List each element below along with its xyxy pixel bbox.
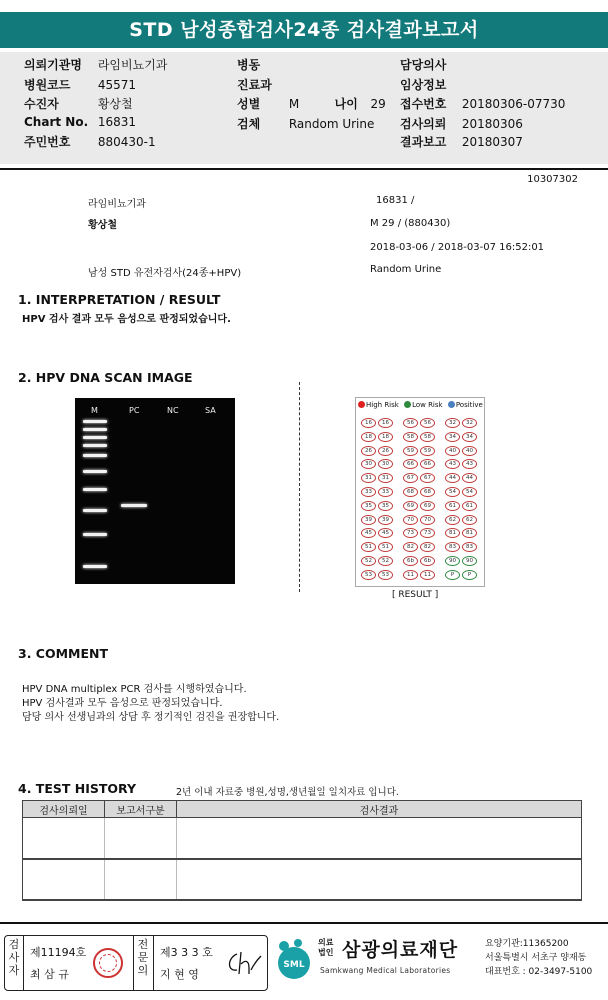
comment-line: HPV 검사결과 모두 음성으로 판정되었습니다. [22, 698, 223, 709]
signature-box [4, 935, 268, 991]
clinical-row: 임상정보 [400, 78, 447, 92]
hpv-type-chip: 58 [403, 432, 418, 442]
hpv-type-chip: 61 [445, 501, 460, 511]
hpv-type-chip: 34 [462, 432, 477, 442]
hpv-type-chip: 66 [420, 459, 435, 469]
hpv-type-chip: 53 [361, 570, 376, 580]
specialist-name: 지 현 영 [160, 968, 199, 981]
hpv-type-chip: 81 [462, 528, 477, 538]
summary-institution: 라임비뇨기과 [88, 199, 146, 210]
hpv-type-chip: 69 [420, 501, 435, 511]
hpv-type-chip: 33 [361, 487, 376, 497]
hpv-type-chip: 44 [462, 473, 477, 483]
hpv-type-chip: 16 [378, 418, 393, 428]
hpv-type-chip: 18 [361, 432, 376, 442]
gel-electrophoresis-image [75, 398, 235, 584]
dept-row: 진료과 [237, 78, 272, 92]
hpv-type-chip: 53 [378, 570, 393, 580]
ladder-band [83, 488, 107, 491]
hpv-type-chip: 33 [378, 487, 393, 497]
ladder-band [83, 436, 107, 439]
hpv-type-chip: 73 [403, 528, 418, 538]
table-row [23, 859, 582, 900]
hpv-type-chip: 39 [361, 515, 376, 525]
lane-label-nc: NC [167, 406, 179, 415]
specimen-row: 검체 Random Urine [237, 117, 375, 131]
hpv-type-chip: 59 [420, 446, 435, 456]
hpv-type-chip: 62 [445, 515, 460, 525]
summary-chart: 16831 / [376, 195, 415, 206]
comment-line: 담당 의사 선생님과의 상담 후 정기적인 검진을 권장합니다. [22, 712, 280, 723]
high-risk-dot-icon [358, 401, 365, 408]
hpv-type-chip: 34 [445, 432, 460, 442]
examiner-vertical-label: 검 사 자 [8, 938, 20, 977]
report-row: 결과보고 20180307 [400, 135, 523, 149]
summary-specimen: Random Urine [370, 264, 442, 275]
hpv-type-chip: 70 [403, 515, 418, 525]
history-header-type: 보고서구분 [105, 801, 177, 818]
institution-row: 의뢰기관명 라임비뇨기과 [24, 58, 168, 72]
hpv-type-chip: 45 [378, 528, 393, 538]
examiner-license-no: 제11194호 [30, 946, 87, 959]
hpv-type-chip: 69 [403, 501, 418, 511]
low-risk-dot-icon [404, 401, 411, 408]
hpv-type-chip: 90 [445, 556, 460, 566]
hpv-type-chip: 35 [378, 501, 393, 511]
sex-age-row: 성별 M 나이 29 [237, 97, 386, 111]
hpv-type-chip: 51 [378, 542, 393, 552]
hpv-result-panel [355, 397, 485, 587]
hpv-type-chip: 52 [361, 556, 376, 566]
hpv-type-chip: 83 [445, 542, 460, 552]
hpv-type-chip: 45 [361, 528, 376, 538]
receipt-row: 접수번호 20180306-07730 [400, 97, 566, 111]
summary-patient: 황상철 [88, 220, 117, 231]
comment-title: 3. COMMENT [18, 646, 109, 661]
hpv-type-chip: 82 [420, 542, 435, 552]
lane-label-m: M [91, 406, 98, 415]
org-english-name: Samkwang Medical Laboratories [320, 966, 451, 975]
sml-logo-icon [272, 937, 316, 981]
examiner-name: 최 삼 규 [30, 968, 69, 981]
footer-divider [0, 922, 608, 924]
hpv-type-chip: 16 [361, 418, 376, 428]
hpv-type-chip: 30 [378, 459, 393, 469]
examiner-seal-icon [93, 948, 123, 978]
hpv-type-chip: 58 [420, 432, 435, 442]
hpv-type-chip: 81 [445, 528, 460, 538]
hpv-type-chip: 56 [403, 418, 418, 428]
id-row: 주민번호 880430-1 [24, 135, 156, 149]
hpv-type-chip: P [462, 570, 477, 580]
lane-label-sa: SA [205, 406, 216, 415]
ladder-band [83, 420, 107, 423]
hpv-type-chip: 18 [378, 432, 393, 442]
history-header-date: 검사의뢰일 [23, 801, 105, 818]
lane-label-pc: PC [129, 406, 140, 415]
summary-dates: 2018-03-06 / 2018-03-07 16:52:01 [370, 242, 545, 253]
hpv-type-chip: 54 [445, 487, 460, 497]
hpv-type-chip: 51 [361, 542, 376, 552]
hpv-type-chip: 30 [361, 459, 376, 469]
hpv-type-chip: 62 [462, 515, 477, 525]
ladder-band [83, 444, 107, 447]
hpv-type-chip: 83 [462, 542, 477, 552]
hpv-type-chip: 32 [462, 418, 477, 428]
hpv-type-chip: P [445, 570, 460, 580]
positive-dot-icon [448, 401, 455, 408]
hpv-type-chip: 44 [445, 473, 460, 483]
ladder-band [83, 428, 107, 431]
hpv-type-chip: 31 [361, 473, 376, 483]
history-note: 2년 이내 자료중 병원,성명,생년월일 일치자료 입니다. [176, 787, 399, 798]
hpv-type-chip: 68 [403, 487, 418, 497]
hpv-type-chip: 31 [378, 473, 393, 483]
specialist-license-no: 제3 3 3 호 [160, 946, 213, 959]
document-code: 10307302 [527, 174, 578, 185]
ward-row: 병동 [237, 58, 261, 72]
hpv-type-chip: 40 [445, 446, 460, 456]
patient-info-block [0, 52, 608, 164]
hpv-type-chip: 67 [403, 473, 418, 483]
interpretation-title: 1. INTERPRETATION / RESULT [18, 292, 221, 307]
ladder-band [83, 470, 107, 473]
hpv-type-chip: 43 [445, 459, 460, 469]
doctor-row: 담당의사 [400, 58, 447, 72]
hpv-type-chip: 82 [403, 542, 418, 552]
hpv-type-chip: 73 [420, 528, 435, 538]
hpv-type-chip: 6b [420, 556, 435, 566]
scan-divider [299, 382, 300, 592]
summary-sex-age: M 29 / (880430) [370, 218, 451, 229]
hpv-type-chip: 6b [403, 556, 418, 566]
hpv-type-chip: 26 [378, 446, 393, 456]
hpv-type-chip: 68 [420, 487, 435, 497]
comment-line: HPV DNA multiplex PCR 검사를 시행하였습니다. [22, 684, 247, 695]
hpv-type-chip: 67 [420, 473, 435, 483]
table-row [23, 818, 582, 859]
org-type: 의료 법인 [318, 938, 334, 957]
result-caption: [ RESULT ] [392, 590, 439, 600]
hpv-type-chip: 35 [361, 501, 376, 511]
svg-text:SML: SML [283, 960, 305, 970]
history-title: 4. TEST HISTORY [18, 781, 137, 796]
scan-image-title: 2. HPV DNA SCAN IMAGE [18, 370, 193, 385]
history-header-result: 검사결과 [177, 801, 582, 818]
hpv-type-chip: 26 [361, 446, 376, 456]
ladder-band [83, 533, 107, 536]
report-title: STD 남성종합검사24종 검사결과보고서 [0, 12, 608, 48]
interpretation-text: HPV 검사 결과 모두 음성으로 판정되었습니다. [22, 314, 231, 325]
pc-band [121, 504, 147, 507]
hpv-type-chip: 43 [462, 459, 477, 469]
hpv-type-chip: 32 [445, 418, 460, 428]
hpv-type-chip: 39 [378, 515, 393, 525]
ladder-band [83, 565, 107, 568]
hpv-type-chip: 61 [462, 501, 477, 511]
hpv-type-chip: 11 [420, 570, 435, 580]
org-name: 삼광의료재단 [342, 939, 459, 961]
hospital-code-row: 병원코드 45571 [24, 78, 137, 92]
specialist-vertical-label: 전 문 의 [137, 938, 149, 977]
patient-row: 수진자 황상철 [24, 97, 133, 111]
risk-legend: High Risk Low Risk Positive [358, 401, 483, 409]
hpv-type-chip: 11 [403, 570, 418, 580]
hpv-type-chip: 59 [403, 446, 418, 456]
hpv-type-chip: 52 [378, 556, 393, 566]
hpv-type-chip: 56 [420, 418, 435, 428]
ladder-band [83, 454, 107, 457]
test-history-table [22, 800, 582, 901]
ladder-band [83, 509, 107, 512]
hpv-type-chip: 40 [462, 446, 477, 456]
hpv-type-chip: 90 [462, 556, 477, 566]
chart-row: Chart No. 16831 [24, 115, 137, 129]
org-contact-info: 요양기관:11365200 서울특별시 서초구 양재동 대표번호 : 02-3497-5100 [485, 939, 593, 977]
hpv-type-chip: 70 [420, 515, 435, 525]
summary-test-name: 남성 STD 유전자검사(24종+HPV) [88, 268, 242, 279]
hpv-type-chip: 66 [403, 459, 418, 469]
request-row: 검사의뢰 20180306 [400, 117, 523, 131]
hpv-type-chip: 54 [462, 487, 477, 497]
signature-icon [223, 950, 263, 978]
header-divider [0, 168, 608, 170]
